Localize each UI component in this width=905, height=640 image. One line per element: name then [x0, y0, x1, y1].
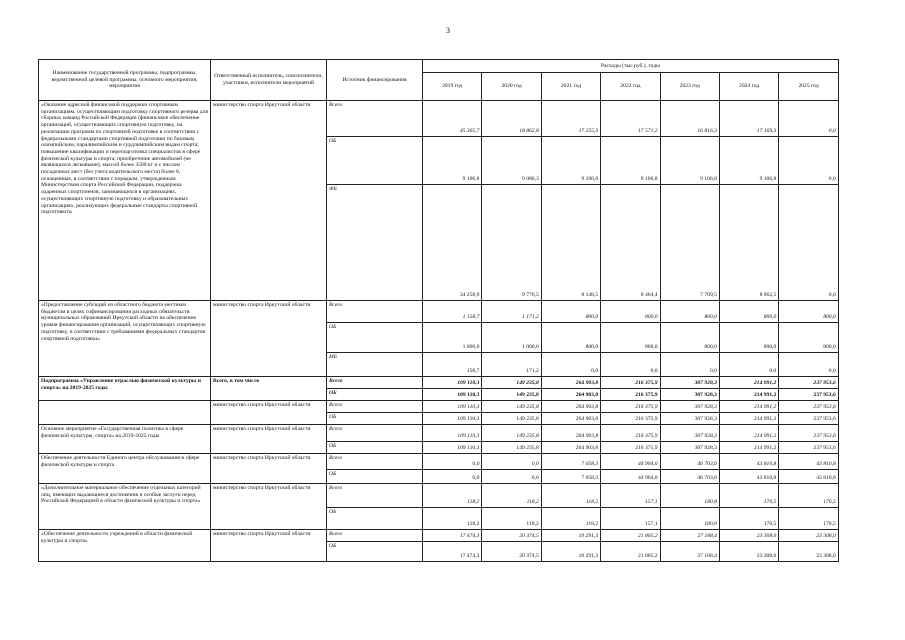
value-cell: 0,0 [779, 353, 838, 377]
value-cell: 0,0 [719, 353, 778, 377]
value-cell: 45 365,7 [423, 101, 482, 137]
value-cell: 17 474,3 [423, 530, 482, 542]
value-cell: 0,0 [779, 185, 838, 301]
value-cell: 17 474,3 [423, 542, 482, 562]
value-cell: 307 928,3 [660, 442, 719, 454]
value-cell: 17 255,3 [541, 101, 600, 137]
value-cell: 214 991,2 [719, 377, 778, 389]
program-name-cell [39, 401, 211, 425]
value-cell: 307 928,3 [660, 389, 719, 401]
value-cell: 9 106,8 [719, 137, 778, 185]
value-cell: 170,5 [779, 484, 838, 508]
value-cell: 1 158,7 [423, 301, 482, 323]
value-cell: 264 903,8 [541, 377, 600, 389]
value-cell: 170,5 [719, 484, 778, 508]
value-cell: 0,0 [541, 353, 600, 377]
value-cell: 8 148,5 [541, 185, 600, 301]
value-cell: 27 188,4 [660, 542, 719, 562]
value-cell: 237 953,6 [779, 442, 838, 454]
expenses-table [38, 59, 839, 562]
value-cell: 109 110,3 [423, 401, 482, 413]
value-cell: 118,2 [541, 484, 600, 508]
value-cell: 43 810,8 [719, 454, 778, 470]
value-cell: 9 106,8 [423, 137, 482, 185]
value-cell: 18 862,8 [482, 101, 541, 137]
source-cell: Всего [327, 401, 423, 413]
source-cell: Всего [327, 530, 423, 542]
table-row [39, 484, 839, 508]
header-year: 2021 год [541, 73, 600, 101]
page-number: 3 [446, 26, 450, 35]
value-cell: 34 258,9 [423, 185, 482, 301]
value-cell: 214 991,2 [719, 425, 778, 442]
value-cell: 0,0 [660, 353, 719, 377]
value-cell: 17 571,2 [601, 101, 660, 137]
value-cell: 8 062,5 [719, 185, 778, 301]
source-cell: ОБ [327, 542, 423, 562]
value-cell: 0,0 [482, 454, 541, 470]
table-row [39, 530, 839, 542]
value-cell: 264 903,8 [541, 401, 600, 413]
source-cell: Всего [327, 377, 423, 389]
header-source: Источник финансирования [327, 60, 423, 101]
value-cell: 0,0 [423, 454, 482, 470]
table-row [39, 301, 839, 323]
source-cell: ОБ [327, 508, 423, 530]
value-cell: 264 903,8 [541, 413, 600, 425]
value-cell: 149 235,8 [482, 425, 541, 442]
value-cell: 237 953,6 [779, 413, 838, 425]
value-cell: 43 810,8 [719, 470, 778, 484]
value-cell: 800,0 [601, 301, 660, 323]
value-cell: 800,0 [541, 323, 600, 353]
value-cell: 216 375,9 [601, 389, 660, 401]
value-cell: 214 991,2 [719, 401, 778, 413]
executor-cell: Всего, в том числе [211, 377, 327, 401]
value-cell: 170,5 [779, 508, 838, 530]
value-cell: 27 188,4 [660, 530, 719, 542]
value-cell: 109 110,3 [423, 442, 482, 454]
value-cell: 43 810,8 [779, 454, 838, 470]
header-year: 2025 год [779, 73, 838, 101]
header-year: 2024 год [719, 73, 778, 101]
value-cell: 149 235,8 [482, 377, 541, 389]
value-cell: 9 776,5 [482, 185, 541, 301]
value-cell: 149 235,8 [482, 413, 541, 425]
value-cell: 9 106,8 [541, 137, 600, 185]
value-cell: 109 110,3 [423, 377, 482, 389]
executor-cell: министерство спорта Иркутской области [211, 454, 327, 484]
source-cell: Всего [327, 484, 423, 508]
table-row [39, 425, 839, 442]
program-name-cell: Основное мероприятие «Государственная политика в сфере физической культуры, спорта» на 2019-2025 годы [39, 425, 211, 454]
value-cell: 16 816,3 [660, 101, 719, 137]
value-cell: 118,2 [482, 508, 541, 530]
value-cell: 21 805,2 [601, 530, 660, 542]
value-cell: 237 953,6 [779, 389, 838, 401]
value-cell: 157,1 [601, 484, 660, 508]
value-cell: 118,2 [541, 508, 600, 530]
value-cell: 118,2 [423, 484, 482, 508]
header-executor: Ответственный исполнитель, соисполнители, участники, исполнители мероприятий [211, 60, 327, 101]
value-cell: 109 110,3 [423, 389, 482, 401]
program-name-cell: «Предоставление субсидий из областного бюджета местным бюджетам в целях софинансирования расходных обязательств муниципальных образований Иркутской области на обеспечение уровня финансирования организаций, осуществляющих спортивную подготовку, в соответствии с требованиями федеральных стандартов спортивной подготовки» [39, 301, 211, 377]
value-cell: 216 375,9 [601, 413, 660, 425]
value-cell: 23 308,0 [719, 542, 778, 562]
executor-cell: министерство спорта Иркутской области [211, 484, 327, 530]
header-year: 2020 год [482, 73, 541, 101]
header-year: 2019 год [423, 73, 482, 101]
source-cell: ОБ [327, 413, 423, 425]
value-cell: 307 928,3 [660, 377, 719, 389]
value-cell: 237 953,6 [779, 401, 838, 413]
value-cell: 800,0 [779, 323, 838, 353]
executor-cell: министерство спорта Иркутской области [211, 401, 327, 425]
table-row [39, 101, 839, 137]
program-name-cell: «Обеспечение деятельности учреждений в области физической культуры и спорта» [39, 530, 211, 562]
value-cell: 149 235,8 [482, 401, 541, 413]
value-cell: 44 904,0 [601, 470, 660, 484]
value-cell: 0,0 [423, 470, 482, 484]
executor-cell: министерство спорта Иркутской области [211, 101, 327, 301]
source-cell: ОБ [327, 137, 423, 185]
value-cell: 109 110,3 [423, 425, 482, 442]
source-cell: Всего [327, 101, 423, 137]
header-year: 2022 год [601, 73, 660, 101]
program-name-cell: «Дополнительное материальное обеспечение отдельных категорий лиц, имеющих выдающиеся достижения и особые заслуги перед Российской Федерацией в области физической культуры и спорта» [39, 484, 211, 530]
value-cell: 1 000,0 [423, 323, 482, 353]
value-cell: 0,0 [779, 137, 838, 185]
value-cell: 307 928,3 [660, 413, 719, 425]
table-row [39, 454, 839, 470]
value-cell: 800,0 [719, 323, 778, 353]
value-cell: 0,0 [601, 353, 660, 377]
value-cell: 158,7 [423, 353, 482, 377]
program-name-cell: Обеспечение деятельности Единого центра обслуживания в сфере физической культуры и спорта [39, 454, 211, 484]
executor-cell: министерство спорта Иркутской области [211, 530, 327, 562]
value-cell: 264 903,8 [541, 389, 600, 401]
value-cell: 264 903,8 [541, 425, 600, 442]
value-cell: 7 058,3 [541, 470, 600, 484]
value-cell: 157,1 [601, 508, 660, 530]
value-cell: 44 904,0 [601, 454, 660, 470]
header-expenses: Расходы (тыс.руб.), годы [423, 60, 839, 73]
value-cell: 307 928,3 [660, 401, 719, 413]
value-cell: 149 235,8 [482, 442, 541, 454]
value-cell: 23 308,0 [779, 530, 838, 542]
source-cell: Всего [327, 425, 423, 442]
value-cell: 216 375,9 [601, 425, 660, 442]
value-cell: 237 953,6 [779, 425, 838, 442]
value-cell: 214 991,2 [719, 389, 778, 401]
source-cell: ФБ [327, 185, 423, 301]
value-cell: 237 953,6 [779, 377, 838, 389]
value-cell: 0,0 [482, 470, 541, 484]
value-cell: 7 058,3 [541, 454, 600, 470]
executor-cell: министерство спорта Иркутской области [211, 425, 327, 454]
value-cell: 216 375,9 [601, 377, 660, 389]
value-cell: 0,0 [779, 101, 838, 137]
value-cell: 19 291,3 [541, 542, 600, 562]
value-cell: 9 106,8 [660, 137, 719, 185]
value-cell: 264 903,8 [541, 442, 600, 454]
value-cell: 170,5 [719, 508, 778, 530]
value-cell: 307 928,3 [660, 425, 719, 442]
table-row [39, 377, 839, 389]
value-cell: 214 991,2 [719, 413, 778, 425]
source-cell: ОБ [327, 442, 423, 454]
value-cell: 180,8 [660, 508, 719, 530]
value-cell: 180,8 [660, 484, 719, 508]
value-cell: 800,0 [779, 301, 838, 323]
value-cell: 17 169,3 [719, 101, 778, 137]
value-cell: 800,0 [660, 301, 719, 323]
source-cell: МБ [327, 353, 423, 377]
value-cell: 214 991,2 [719, 442, 778, 454]
value-cell: 109 110,3 [423, 413, 482, 425]
value-cell: 21 805,2 [601, 542, 660, 562]
value-cell: 19 291,3 [541, 530, 600, 542]
source-cell: Всего [327, 301, 423, 323]
value-cell: 9 106,8 [601, 137, 660, 185]
value-cell: 46 703,6 [660, 470, 719, 484]
value-cell: 800,0 [601, 323, 660, 353]
header-year: 2023 год [660, 73, 719, 101]
value-cell: 9 086,3 [482, 137, 541, 185]
value-cell: 1 171,2 [482, 301, 541, 323]
value-cell: 800,0 [660, 323, 719, 353]
value-cell: 216 375,9 [601, 442, 660, 454]
table-row [39, 401, 839, 413]
value-cell: 216 375,9 [601, 401, 660, 413]
value-cell: 23 308,0 [779, 542, 838, 562]
value-cell: 20 374,5 [482, 530, 541, 542]
value-cell: 7 709,5 [660, 185, 719, 301]
program-name-cell: Подпрограмма «Управление отраслью физической культуры и спорта» на 2019-2025 годы [39, 377, 211, 401]
value-cell: 800,0 [541, 301, 600, 323]
value-cell: 43 810,8 [779, 470, 838, 484]
value-cell: 118,2 [423, 508, 482, 530]
value-cell: 46 703,6 [660, 454, 719, 470]
value-cell: 149 235,8 [482, 389, 541, 401]
source-cell: Всего [327, 454, 423, 470]
source-cell: ОБ [327, 470, 423, 484]
program-name-cell: «Оказание адресной финансовой поддержки спортивным организациям, осуществляющим подготовку спортивного резерва для сборных команд Российской Федерации (финансовое обеспечение организаций, осуществляющих спортивную подготовку, на реализацию программ по спортивной подготовке в соответствии с федеральными стандартами спортивной подготовки по базовым олимпийским, паралимпийским и сурдлимпийским видам спорта; повышение квалификации и переподготовка специалистов в сфере физической культуры и спорта; приобретение автомобилей (не являющихся легковыми), массой более 3500 кг и с числом посадочных мест (без учета водительского места) более 8, оснащенные, в соответствии с порядком, утвержденным Министерством спорта Российской Федерации, поддержка одаренных спортсменов, занимающихся в организациях, осуществляющих спортивную подготовку и образовательных организациях, реализующих федеральные стандарты спортивной подготовки)» [39, 101, 211, 301]
value-cell: 20 374,5 [482, 542, 541, 562]
header-program: Наименование государственной программы, подпрограммы, ведомственной целевой программы, основного мероприятия, мероприятия [39, 60, 211, 101]
value-cell: 23 308,0 [719, 530, 778, 542]
value-cell: 118,2 [482, 484, 541, 508]
source-cell: ОБ [327, 389, 423, 401]
value-cell: 1 000,0 [482, 323, 541, 353]
value-cell: 8 464,4 [601, 185, 660, 301]
value-cell: 171,2 [482, 353, 541, 377]
source-cell: ОБ [327, 323, 423, 353]
value-cell: 800,0 [719, 301, 778, 323]
executor-cell: министерство спорта Иркутской области [211, 301, 327, 377]
